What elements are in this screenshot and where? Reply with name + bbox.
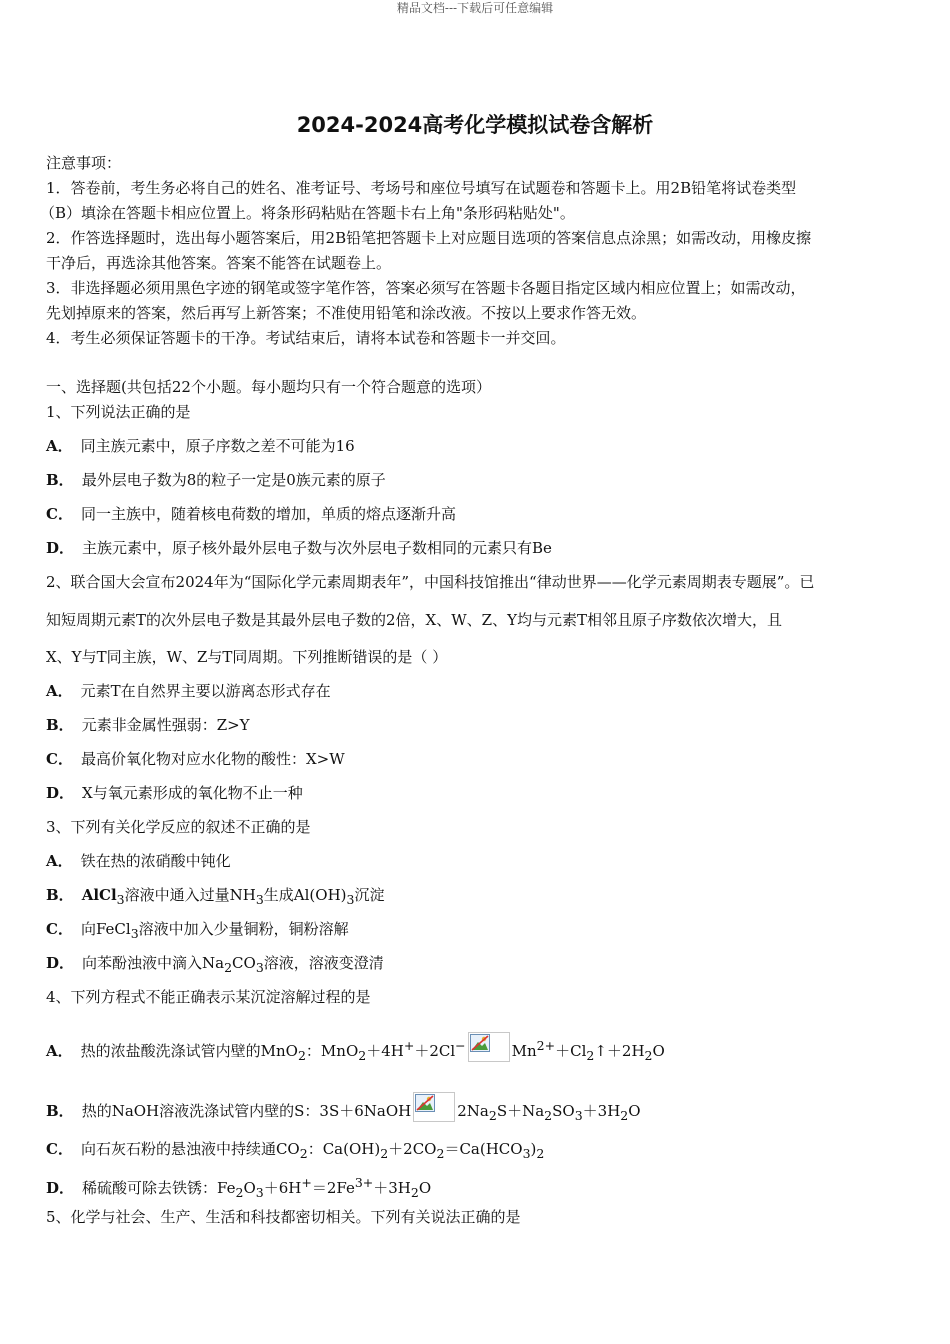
option-text: AlCl$_3$溶液中通入过量$NH_3$生成$Al(OH)_3$沉淀 [81, 886, 385, 907]
q3-option-b [46, 885, 906, 910]
broken-image-icon [468, 1032, 510, 1062]
option-text: 热的浓盐酸洗涤试管内壁的MnO$_2$：MnO$_2$＋4H+＋2Cl− $Mn^{2+}+Cl_2↑+2H_2O$ [81, 1042, 665, 1060]
q1-option-c [46, 504, 906, 524]
option-text: 主族元素中，原子核外最外层电子数与次外层电子数相同的元素只有Be [82, 539, 552, 557]
option-label: C． [46, 920, 73, 938]
notice-line: 4．考生必须保证答题卡的干净。考试结束后，请将本试卷和答题卡一并交回。 [46, 329, 566, 347]
option-label: D． [46, 954, 75, 972]
section-heading: 一、选择题(共包括22个小题。每小题均只有一个符合题意的选项） [46, 378, 491, 396]
q1-option-d [46, 538, 906, 558]
option-text: 同主族元素中，原子序数之差不可能为16 [80, 437, 355, 455]
question-2-stem: X、Y与T同主族，W、Z与T同周期。下列推断错误的是（ ） [46, 648, 448, 666]
question-4-stem: 4、下列方程式不能正确表示某沉淀溶解过程的是 [46, 988, 371, 1006]
option-label: A． [46, 437, 73, 455]
page-title: 2024-2024高考化学模拟试卷含解析 [296, 113, 654, 137]
option-text: 稀硫酸可除去铁锈：$Fe_2O_3+6H^+=2Fe^{3+}+3H_2O$ [82, 1175, 432, 1200]
question-3-stem: 3、下列有关化学反应的叙述不正确的是 [46, 818, 311, 836]
option-text: 最高价氧化物对应水化物的酸性：X>W [80, 750, 345, 768]
notice-line: 先划掉原来的答案，然后再写上新答案；不准使用铅笔和涂改液。不按以上要求作答无效。 [46, 304, 647, 322]
option-label: B． [46, 886, 74, 904]
notice-line: （B）填涂在答题卡相应位置上。将条形码粘贴在答题卡右上角"条形码粘贴处"。 [40, 204, 575, 222]
option-label: C． [46, 1140, 73, 1158]
notice-line: 2．作答选择题时，选出每小题答案后，用2B铅笔把答题卡上对应题目选项的答案信息点涂黑；如需改动，用橡皮擦 [46, 229, 812, 247]
notice-heading: 注意事项： [46, 154, 122, 172]
q2-option-d [46, 783, 906, 803]
notice-line: 3．非选择题必须用黑色字迹的钢笔或签字笔作答，答案必须写在答题卡各题目指定区域内相应位置上；如需改动， [46, 279, 806, 297]
option-label: C． [46, 505, 73, 523]
q1-option-a [46, 436, 906, 456]
option-text: 热的NaOH溶液洗涤试管内壁的S：3S＋6NaOH $2Na_2S+Na_2SO_3+3H_2O$ [82, 1102, 641, 1120]
option-label: A． [46, 1042, 73, 1060]
q2-option-a [46, 681, 906, 701]
option-text: 铁在热的浓硝酸中钝化 [80, 852, 231, 870]
q2-option-b [46, 715, 906, 735]
option-text: 向苯酚浊液中滴入$Na_2CO_3$溶液，溶液变澄清 [82, 954, 384, 975]
q4-option-b [46, 1092, 906, 1126]
broken-image-icon [413, 1092, 455, 1122]
option-text: 元素T在自然界主要以游离态形式存在 [80, 682, 331, 700]
option-label: B． [46, 716, 74, 734]
q3-option-d [46, 953, 906, 978]
q2-option-c [46, 749, 906, 769]
q4-option-d [46, 1173, 906, 1203]
question-2-stem: 2、联合国大会宣布2024年为“国际化学元素周期表年”，中国科技馆推出“律动世界——化学元素周期表专题展”。已 [46, 573, 815, 591]
q3-option-a [46, 851, 906, 871]
option-text: 向FeCl$_3$溶液中加入少量铜粉，铜粉溶解 [80, 920, 349, 941]
option-label: D． [46, 539, 75, 557]
option-label: C． [46, 750, 73, 768]
option-text: 最外层电子数为8的粒子一定是0族元素的原子 [81, 471, 386, 489]
notice-line: 1．答卷前，考生务必将自己的姓名、准考证号、考场号和座位号填写在试题卷和答题卡上。用2B铅笔将试卷类型 [46, 179, 797, 197]
q4-option-a [46, 1032, 906, 1066]
option-label: B． [46, 1102, 74, 1120]
question-5-stem: 5、化学与社会、生产、生活和科技都密切相关。下列有关说法正确的是 [46, 1208, 521, 1226]
option-text: 向石灰石粉的悬浊液中持续通$CO_2$：$Ca(OH)_2+2CO_2=Ca(HCO_3)_2$ [80, 1140, 545, 1161]
option-label: B． [46, 471, 74, 489]
q3-option-c [46, 919, 906, 944]
q4-option-c [46, 1139, 906, 1164]
option-text: X与氧元素形成的氧化物不止一种 [82, 784, 303, 802]
notice-line: 干净后，再选涂其他答案。答案不能答在试题卷上。 [46, 254, 392, 272]
page-header-watermark: 精品文档---下载后可任意编辑 [396, 1, 554, 15]
option-text: 元素非金属性强弱：Z>Y [81, 716, 250, 734]
option-text: 同一主族中，随着核电荷数的增加，单质的熔点逐渐升高 [80, 505, 456, 523]
option-label: A． [46, 852, 73, 870]
option-label: D． [46, 1179, 75, 1197]
option-label: D． [46, 784, 75, 802]
question-2-stem: 知短周期元素T的次外层电子数是其最外层电子数的2倍，X、W、Z、Y均与元素T相邻且原子序数依次增大，且 [46, 611, 782, 629]
q1-option-b [46, 470, 906, 490]
question-1-stem: 1、下列说法正确的是 [46, 403, 191, 421]
option-label: A． [46, 682, 73, 700]
